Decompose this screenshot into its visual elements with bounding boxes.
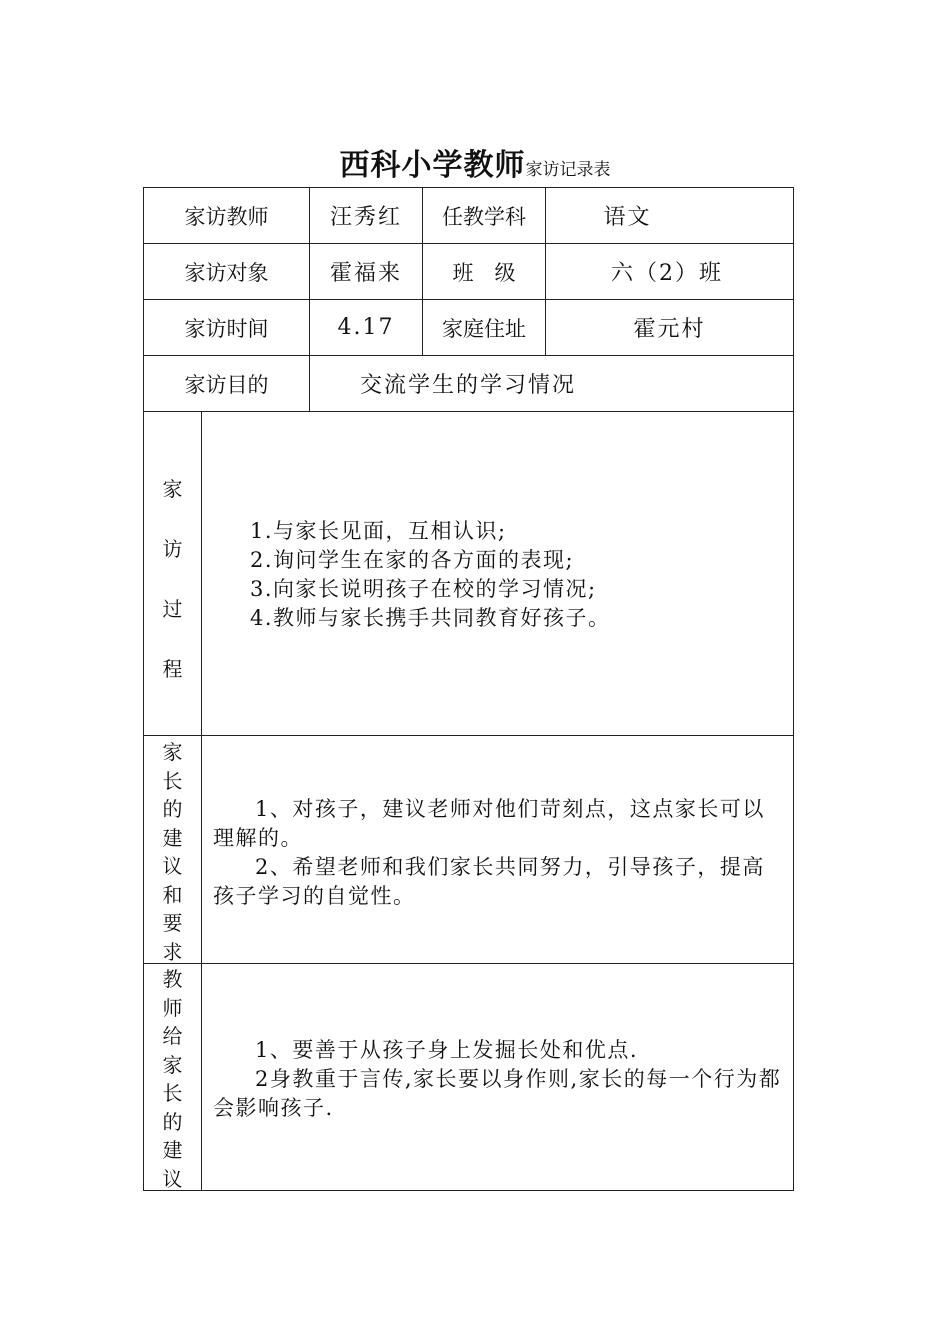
home-visit-form [143,187,794,1191]
teacher-label-char: 长 [162,1081,183,1105]
row-divider [144,411,793,412]
subject-label: 任教学科 [442,204,526,229]
teacher-label-char: 的 [162,1109,183,1134]
paragraph: 2身教重于言传,家长要以身作则,家长的每一个行为都会影响孩子. [213,1067,782,1120]
list-item: 4.教师与家长携手共同教育好孩子。 [250,606,611,630]
form-title-sub: 家访记录表 [525,160,611,180]
form-title-main: 西科小学教师 [339,148,526,183]
parent-label-char: 和 [162,882,183,907]
teacher-label-char: 建 [162,1138,183,1162]
row-divider [144,735,793,736]
target-value: 霍福来 [329,261,402,286]
purpose-value: 交流学生的学习情况 [360,373,577,398]
time-value: 4.17 [337,315,395,340]
parent-label-char: 求 [162,939,183,964]
address-value: 霍元村 [633,317,706,342]
parent-label-char: 建 [162,825,183,850]
list-item: 3.向家长说明孩子在校的学习情况; [250,577,597,601]
list-item: 1.与家长见面，互相认识; [250,519,507,543]
row-divider [144,963,793,964]
process-label-char: 家 [162,477,183,501]
process-label-char: 访 [162,537,183,561]
subject-value: 语文 [603,205,652,230]
address-label: 家庭住址 [442,316,526,341]
paragraph: 1、对孩子，建议老师对他们苛刻点，这点家长可以理解的。 [213,797,765,850]
column-divider [201,411,202,1190]
teacher-label: 家访教师 [184,204,269,229]
parent-label-char: 议 [162,854,183,878]
parent-label-char: 要 [162,911,183,935]
process-label [144,473,201,682]
teacher-suggestions-text [213,1036,786,1123]
time-label: 家访时间 [184,316,269,341]
process-label-char: 过 [162,597,183,621]
process-label-char: 程 [162,657,183,681]
paragraph: 1、要善于从孩子身上发掘长处和优点. [255,1038,639,1062]
form-title [0,140,950,184]
teacher-label-char: 议 [162,1166,183,1191]
teacher-label-char: 师 [162,995,183,1020]
parent-label-char: 家 [162,740,183,764]
parent-label-char: 长 [162,768,183,793]
purpose-label: 家访目的 [184,372,269,397]
teacher-label-char: 给 [162,1024,183,1048]
class-label: 班 级 [452,260,516,285]
class-value: 六（2）班 [611,261,723,286]
teacher-label-char: 教 [162,967,183,991]
target-label: 家访对象 [184,260,269,285]
list-item: 2.询问学生在家的各方面的表现; [250,548,575,572]
parent-suggestions-label [144,738,201,966]
teacher-value: 汪秀红 [329,205,402,230]
teacher-label-char: 家 [162,1052,183,1077]
parent-suggestions-text [213,795,786,911]
parent-label-char: 的 [162,797,183,821]
teacher-suggestions-label [144,965,201,1193]
paragraph: 2、希望老师和我们家长共同努力，引导孩子，提高孩子学习的自觉性。 [213,855,765,908]
process-list [250,517,770,633]
